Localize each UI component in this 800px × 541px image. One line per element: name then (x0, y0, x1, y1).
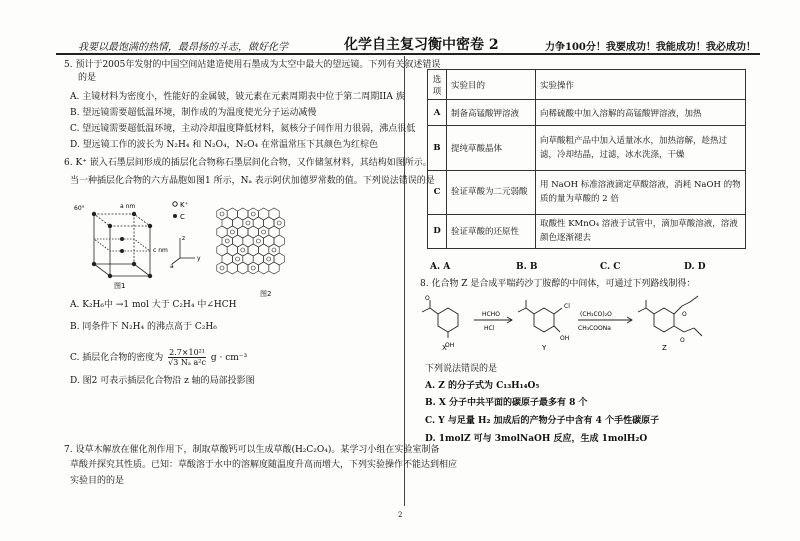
lattice-k-ion (251, 266, 255, 270)
table-cell-purpose: 提纯草酸晶体 (447, 126, 536, 170)
x-benzene-ring (438, 308, 458, 332)
lattice-k-ion (220, 266, 224, 270)
table-cell-operation: 取酸性 KMnO₄ 溶液于试管中，滴加草酸溶液，溶液颜色逐渐褪去 (536, 214, 746, 248)
q5-option-d: D. 望远镜工作的波长为 N₂H₄ 和 N₂O₄，N₂O₄ 在常温常压下其颜色为红棕色 (70, 140, 378, 150)
q7-choice-d: D. D (684, 262, 706, 272)
table-row (428, 170, 746, 214)
q6-stem-line1: 6. K⁺ 嵌入石墨层间形成的插层化合物称石墨层间化合物，又作储氢材料，其结构如图所示。 (64, 158, 432, 168)
z-benzene-ring (654, 308, 674, 332)
density-unit: g · cm⁻³ (210, 353, 248, 363)
figure-1-unit-cell (64, 194, 174, 290)
label-y: Y (542, 344, 547, 352)
q7-choice-a: A. A (430, 262, 451, 272)
reagent1-top: HCHO (482, 311, 500, 318)
table-cell-operation: 向草酸粗产品中加入适量冰水，加热溶解，趁热过滤，冷却结晶，过滤，冰水洗涤，干燥 (536, 126, 746, 170)
axis-y-label: y (197, 255, 201, 262)
lattice-k-ion (225, 239, 229, 243)
legend-k-marker (173, 202, 177, 206)
q7-choice-c: C. C (600, 262, 621, 272)
table-cell-option: B (428, 126, 447, 170)
x-carbonyl-o: O (425, 295, 430, 302)
density-fraction (168, 348, 206, 367)
y-chloro: Cl (564, 303, 570, 310)
z-ester-o1: O (682, 311, 687, 318)
q7-stem-line3: 实验目的的是 (70, 476, 125, 486)
label-z: Z (662, 344, 667, 352)
legend-c-label: C (180, 213, 185, 221)
lattice-k-ion (230, 230, 234, 234)
q7-stem-line1: 7. 设草木解放在催化剂作用下，制取草酸钙可以生成草酸(H₂C₂O₄)。某学习小组在实验室制备 (64, 445, 440, 455)
table-cell-operation: 向稀硫酸中加入溶解的高锰酸钾溶液，加热 (536, 100, 746, 126)
q8-option-c: C. Y 与足量 H₂ 加成后的产物分子中含有 4 个手性碳原子 (425, 416, 660, 426)
q8-option-d: D. 1molZ 可与 3molNaOH 反应，生成 1molH₂O (425, 434, 648, 444)
table-cell-option: D (428, 214, 447, 248)
lattice-k-ion (256, 239, 260, 243)
table-row (428, 100, 746, 126)
table-cell-purpose: 验证草酸为二元弱酸 (447, 170, 536, 214)
q8-lead: 下列说法错误的是 (425, 364, 498, 374)
header-left-motto: 我要以最饱满的热情，最昂扬的斗志，做好化学 (78, 42, 288, 53)
table-cell-purpose: 验证草酸的还原性 (447, 214, 536, 248)
lattice-k-ion (251, 212, 255, 216)
table-header-purpose: 实验目的 (447, 70, 536, 100)
table-cell-option: A (428, 100, 447, 126)
lattice-k-ion (236, 257, 240, 261)
reagent2-bottom: CH₃COONa (578, 325, 611, 332)
table-header-option: 选项 (428, 70, 447, 100)
q6-option-c (70, 348, 247, 367)
legend-c-marker (173, 214, 177, 218)
fig1-c-label: c nm (153, 247, 168, 254)
legend-k-label: K⁺ (180, 201, 189, 209)
lattice-k-ion (267, 257, 271, 261)
q5-option-c: C. 望远镜需要超低温环境，主动冷却温度降低材料，氦核分子间作用力很弱，沸点很低 (70, 124, 416, 134)
q8-reaction-scheme (418, 292, 718, 352)
fig1-caption: 图1 (114, 282, 126, 290)
fig1-angle-label: 60° (74, 205, 85, 212)
z-ester-o2: O (680, 337, 685, 344)
table-cell-purpose: 制备高锰酸钾溶液 (447, 100, 536, 126)
lattice-k-ion (277, 221, 281, 225)
lattice-hexagon (227, 262, 237, 274)
figure-2-lattice-projection (212, 206, 322, 298)
reagent1-bottom: HCl (484, 325, 495, 332)
exam-title: 化学自主复习衡中密卷 2 (344, 37, 499, 53)
lattice-hexagon (217, 262, 227, 274)
table-row (428, 126, 746, 170)
fig2-caption: 图2 (260, 290, 272, 298)
lattice-hexagon (248, 262, 258, 274)
lattice-k-ion (262, 230, 266, 234)
q5-option-a: A. 主镜材料为密度小，性能好的金属铍，铍元素在元素周期表中位于第二周期IIA 族 (70, 92, 405, 102)
label-x: X (442, 344, 447, 352)
q8-option-a: A. Z 的分子式为 C₁₃H₁₄O₅ (425, 381, 540, 391)
figure-legend (170, 198, 210, 268)
q8-option-b: B. X 分子中共平面的碳原子最多有 8 个 (425, 398, 588, 408)
header-right-motto: 力争100分！我要成功！我能成功！我必成功！ (545, 42, 756, 53)
q5-stem-line2: 的是 (78, 73, 97, 83)
lattice-hexagon (258, 262, 268, 274)
table-cell-operation: 用 NaOH 标准溶液滴定草酸溶液，消耗 NaOH 的物质的量为草酸的 2 倍 (536, 170, 746, 214)
header-rule (56, 53, 760, 55)
y-hydroxyl: OH (560, 335, 570, 342)
table-cell-option: C (428, 170, 447, 214)
page-number: 2 (398, 511, 403, 519)
q7-experiment-table (427, 69, 746, 249)
lattice-k-ion (220, 212, 224, 216)
q5-stem-line1: 5. 预计于2005年发射的中国空间站建造使用石墨成为太空中最大的望远镜。下列有关叙述错误 (64, 60, 441, 70)
density-numerator: 2.7×10²¹ (169, 348, 206, 357)
q6-stem-line2: 当一种插层化合物的六方晶胞如图1 所示，Nₐ 表示阿伏加德罗常数的值。下列说法错误的是 (70, 176, 435, 186)
lattice-hexagon (238, 262, 248, 274)
q7-choice-b: B. B (516, 262, 538, 272)
q8-stem: 8. 化合物 Z 是合成平喘药沙丁胺醇的中间体，可通过下列路线制得： (420, 279, 696, 289)
q6-option-d: D. 图2 可表示插层化合物沿 z 轴的局部投影图 (70, 376, 255, 386)
reagent2-top: (CH₃CO)₂O (580, 311, 612, 318)
q7-stem-line2: 草酸并探究其性质。已知：草酸溶于水中的溶解度随温度升高而增大，下列实验操作不能达到相应 (70, 460, 458, 470)
q5-option-b: B. 望远镜需要超低温环境，制作成的为温度使光分子运动减慢 (70, 108, 317, 118)
table-header-row (428, 70, 746, 100)
x-hydroxyl: OH (445, 342, 455, 349)
y-benzene-ring (534, 308, 554, 332)
lattice-k-ion (246, 221, 250, 225)
q6-option-b: B. 同条件下 N₂H₄ 的沸点高于 C₂H₆ (70, 322, 217, 332)
lattice-k-ion (241, 248, 245, 252)
density-denominator: √3 Nₐ a²c (168, 358, 206, 367)
lattice-hexagon (269, 262, 279, 274)
q6-option-c-prefix: C. 插层化合物的密度为 (70, 353, 164, 363)
table-row (428, 214, 746, 248)
fig1-a-label: a nm (120, 203, 136, 210)
q6-option-a: A. K₂H₆中 →1 mol 大于 C₂H₄ 中∠HCH (70, 300, 237, 310)
lattice-k-ion (272, 248, 276, 252)
table-header-operation: 实验操作 (536, 70, 746, 100)
axis-z-label: z (182, 235, 186, 242)
axis-a-label: a (170, 263, 174, 268)
